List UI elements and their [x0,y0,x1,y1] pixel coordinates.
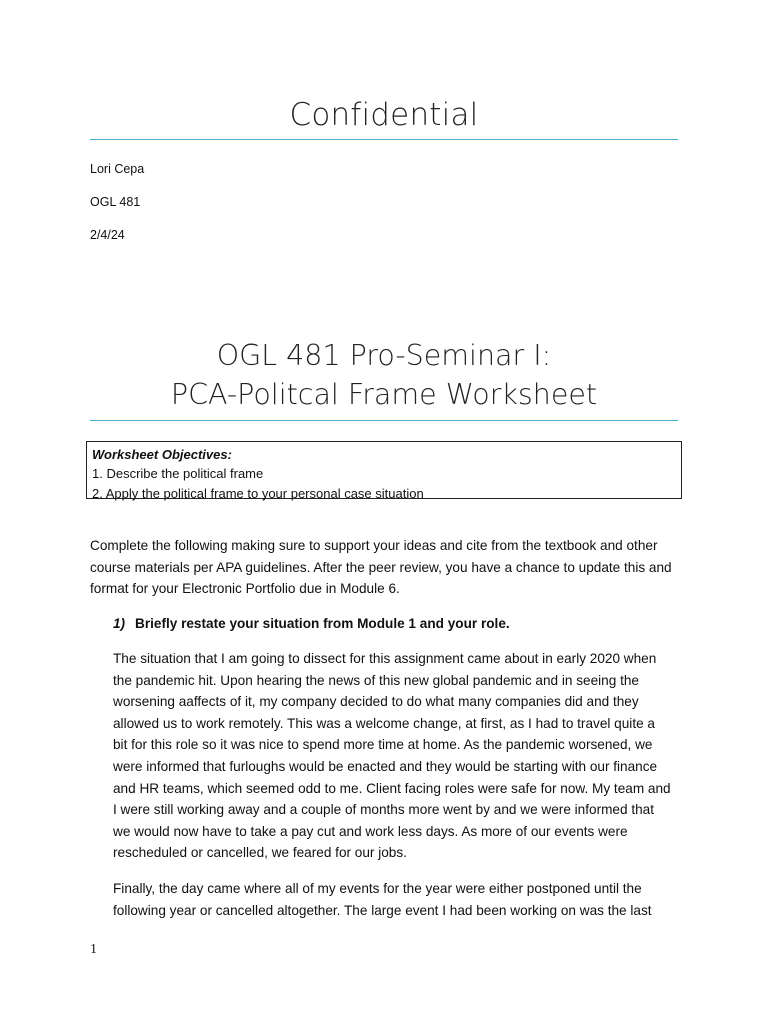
author-name: Lori Cepa [90,162,145,176]
document-title-line1: OGL 481 Pro-Seminar I: [216,339,552,372]
objectives-box [86,441,682,499]
body-paragraph-2: Finally, the day came where all of my events for the year were either postponed until the following year or cancelled altogether. The large event I had been working on was the last [113,881,652,918]
question-number: 1) [113,616,126,631]
question-1 [113,614,510,634]
page-number: 1 [90,942,97,957]
objective-item: 1. Describe the political frame [92,466,264,481]
objective-item: 2. Apply the political frame to your personal case situation [92,486,424,501]
course-code: OGL 481 [90,195,141,209]
document-date: 2/4/24 [90,228,125,242]
objectives-title: Worksheet Objectives: [92,447,232,462]
instructions-paragraph: Complete the following making sure to support your ideas and cite from the textbook and other course materials per APA guidelines. After the peer review, you have a chance to update this and format for your Electronic Portfolio due in Module 6. [90,538,672,596]
body-paragraph-1: The situation that I am going to dissect for this assignment came about in early 2020 when the pandemic hit. Upon hearing the news of this new global pandemic and in seeing the worsening aaffects of it, my company decided to do what many companies did and they allowed us to work remotely. This was a welcome change, at first, as I had to travel quite a bit for this role so it was nice to spend more time at home. As the pandemic worsened, we were informed that furloughs would be enacted and they would be starting with our finance and HR teams, which seemed odd to me. Client facing roles were safe for now. My team and I were still working away and a couple of months more went by and we were informed that we would now have to take a pay cut and work less days. As more of our events were rescheduled or cancelled, we feared for our jobs. [113,651,671,861]
header-divider [90,139,678,140]
document-title-line2: PCA-Politcal Frame Worksheet [170,378,598,411]
question-text: Briefly restate your situation from Module 1 and your role. [135,616,510,631]
header-title: Confidential [289,97,479,133]
title-divider [90,420,678,421]
